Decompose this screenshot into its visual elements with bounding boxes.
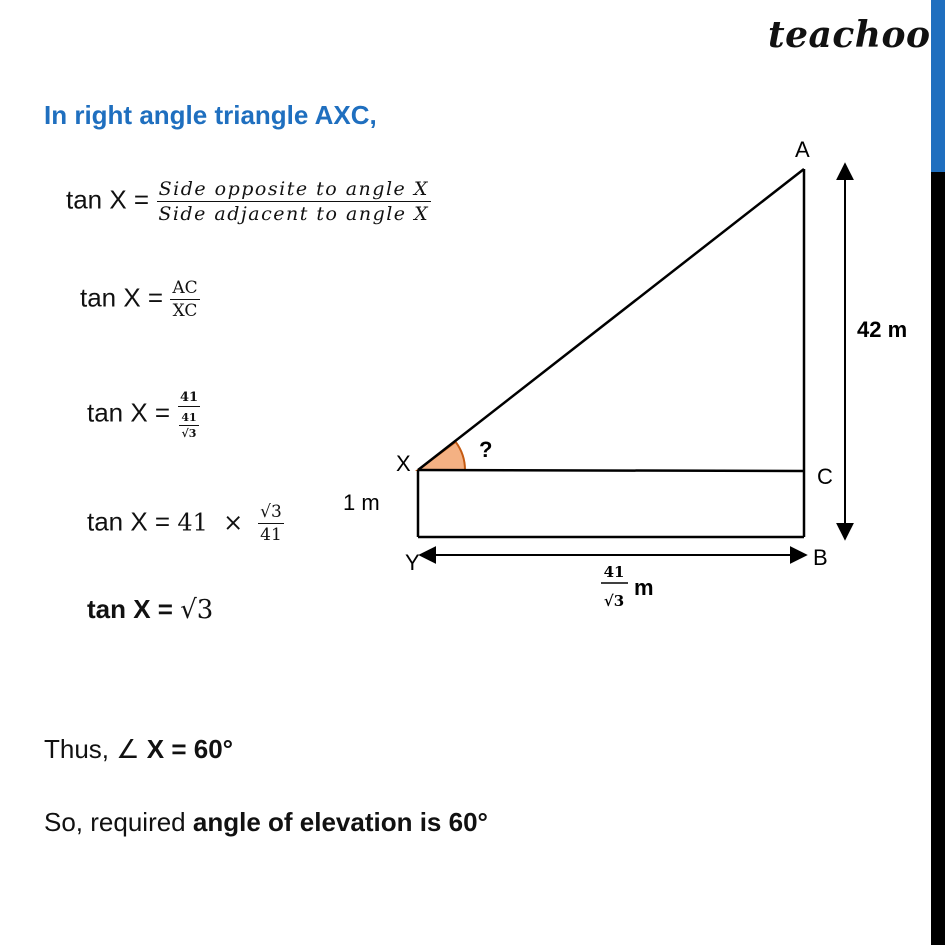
step-4-denominator: 41 [260,525,282,545]
label-one-metre: 1 m [343,490,380,515]
step-5-lhs: tan X = [87,594,181,624]
step-3-numerator: 41 [179,390,199,405]
step-2-lhs: tan X = [80,282,171,313]
heading: In right angle triangle AXC, [44,100,377,130]
label-angle-unknown: ? [479,437,493,462]
thus-prefix: Thus, ∠ [44,734,147,764]
step-1-lhs: tan X = [66,184,157,215]
label-y: Y [405,550,420,575]
step-5-value: √3 [180,595,214,625]
step-3-inner-denominator: √3 [181,426,197,440]
step-2-numerator: AC [172,278,198,298]
base-unit: m [634,575,654,600]
step-1-denominator: Side adjacent to angle X [158,203,430,225]
step-3-inner-numerator: 41 [181,410,197,424]
label-b: B [813,545,828,570]
label-c: C [817,464,833,489]
hypotenuse-xa [418,169,804,470]
thus-result: X = 60° [146,734,234,764]
teachoo-logo: teachoo [768,14,931,56]
label-x: X [396,451,411,476]
line-xc [418,470,804,471]
step-1-numerator: Side opposite to angle X [158,178,429,200]
base-fraction-numerator: 41 [603,563,625,581]
label-a: A [795,137,810,162]
step-2-denominator: XC [172,301,198,321]
step-4-numerator: √3 [260,502,282,522]
step-4-lhs: tan X = [87,506,178,537]
step-3-lhs: tan X = [87,397,178,428]
base-fraction-denominator: √3 [603,592,625,610]
so-prefix: So, required [44,807,193,837]
label-height: 42 m [857,317,908,342]
step-4-multiplier: 41 × [177,508,251,537]
so-result: angle of elevation is 60° [192,807,488,837]
